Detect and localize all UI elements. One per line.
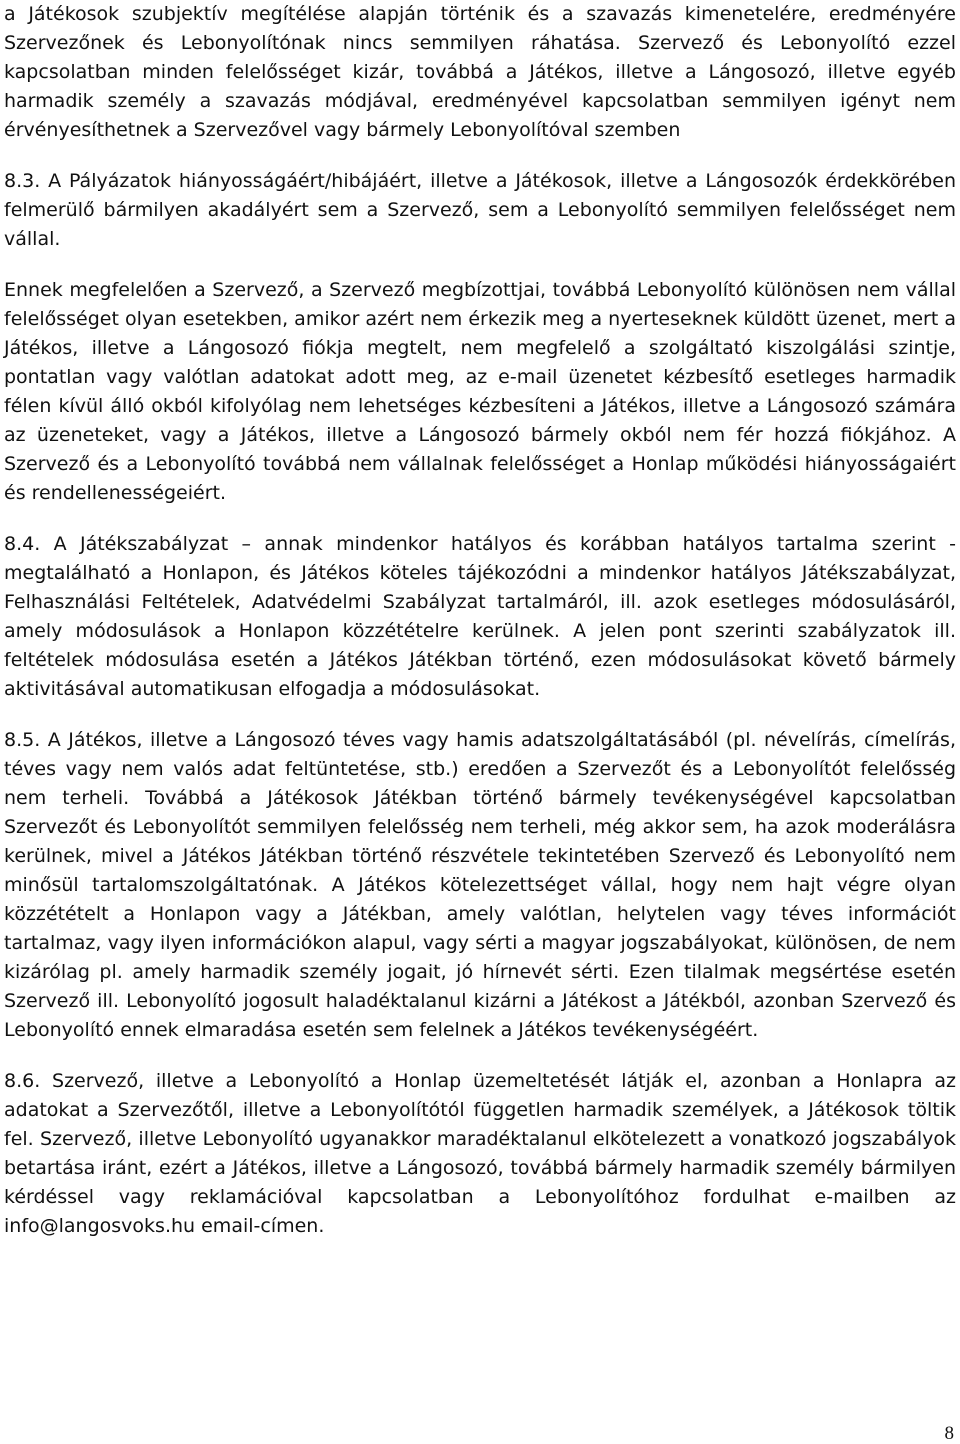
paragraph-message-delivery: Ennek megfelelően a Szervező, a Szervező megbízottjai, továbbá Lebonyolító különösen nem vállal felelősséget olyan esetekben, amikor azért nem érkezik meg a nyerteseknek küldött üzenet, mert a Játékos, illetve a Lángosozó fiókja megtelt, nem megfelelő a szolgáltató kiszolgálási szintje, pontatlan vagy valótlan adatokat adott meg, az e-mail üzenetet kézbesítő esetleges harmadik félen kívül álló okból kifolyólag nem lehetséges kézbesíteni a Játékos, illetve a Lángosozó számára az üzeneteket, vagy a Játékos, illetve a Lángosozó bármely okból nem fér hozzá fiókjához. A Szervező és a Lebonyolító továbbá nem vállalnak felelősséget a Honlap működési hiányosságaiért és rendellenességeiért. [4, 279, 956, 504]
page-number: 8 [944, 1423, 954, 1444]
paragraph-8-3: 8.3. A Pályázatok hiányosságáért/hibájáért, illetve a Játékosok, illetve a Lángosozók érdekkörében felmerülő bármilyen akadályért sem a Szervező, sem a Lebonyolító semmilyen felelősséget nem vállal. [4, 170, 956, 250]
document-body [4, 0, 956, 1241]
paragraph-voting-liability: a Játékosok szubjektív megítélése alapján történik és a szavazás kimenetelére, eredményére Szervezőnek és Lebonyolítónak nincs semmilyen ráhatása. Szervező és Lebonyolító ezzel kapcsolatban minden felelősséget kizár, továbbá a Játékos, illetve a Lángosozó, illetve egyéb harmadik személy a szavazás módjával, eredményével kapcsolatban semmilyen igényt nem érvényesíthetnek a Szervezővel vagy bármely Lebonyolítóval szemben [4, 3, 956, 141]
paragraph-8-6: 8.6. Szervező, illetve a Lebonyolító a Honlap üzemeltetését látják el, azonban a Honlapra az adatokat a Szervezőtől, illetve a Lebonyolítótól független harmadik személyek, a Játékosok töltik fel. Szervező, illetve Lebonyolító ugyanakkor maradéktalanul elkötelezett a vonatkozó jogszabályok betartása iránt, ezért a Játékos, illetve a Lángosozó, továbbá bármely harmadik személy bármilyen kérdéssel vagy reklamációval kapcsolatban a Lebonyolítóhoz fordulhat e-mailben az info@langosvoks.hu email-címen. [4, 1070, 956, 1237]
paragraph-8-4: 8.4. A Játékszabályzat – annak mindenkor hatályos és korábban hatályos tartalma szerint - megtalálható a Honlapon, és Játékos köteles tájékozódni a mindenkor hatályos Játékszabályzat, Felhasználási Feltételek, Adatvédelmi Szabályzat tartalmáról, ill. azok esetleges módosulásáról, amely módosulások a Honlapon közzétételre kerülnek. A jelen pont szerinti szabályzatok ill. feltételek módosulása esetén a Játékos Játékban történő, ezen módosulásokat követő bármely aktivitásával automatikusan elfogadja a módosulásokat. [4, 533, 956, 700]
paragraph-8-5: 8.5. A Játékos, illetve a Lángosozó téves vagy hamis adatszolgáltatásából (pl. névelírás, címelírás, téves vagy nem valós adat feltüntetése, stb.) eredően a Szervezőt és a Lebonyolítót felelősség nem terheli. Továbbá a Játékosok Játékban történő bármely tevékenységével kapcsolatban Szervezőt és Lebonyolítót semmilyen felelősség nem terheli, még akkor sem, ha azok moderálásra kerülnek, mivel a Játékos Játékban történő részvétele tekintetében Szervező és Lebonyolító nem minősül tartalomszolgáltatónak. A Játékos kötelezettséget vállal, hogy nem hajt végre olyan közzétételt a Honlapon vagy a Játékban, amely valótlan, helytelen vagy téves információt tartalmaz, vagy ilyen információkon alapul, vagy sérti a magyar jogszabályokat, különösen, de nem kizárólag pl. amely harmadik személy jogait, jó hírnevét sérti. Ezen tilalmak megsértése esetén Szervező ill. Lebonyolító jogosult haladéktalanul kizárni a Játékost a Játékból, azonban Szervező és Lebonyolító ennek elmaradása esetén sem felelnek a Játékos tevékenységéért. [4, 729, 956, 1041]
